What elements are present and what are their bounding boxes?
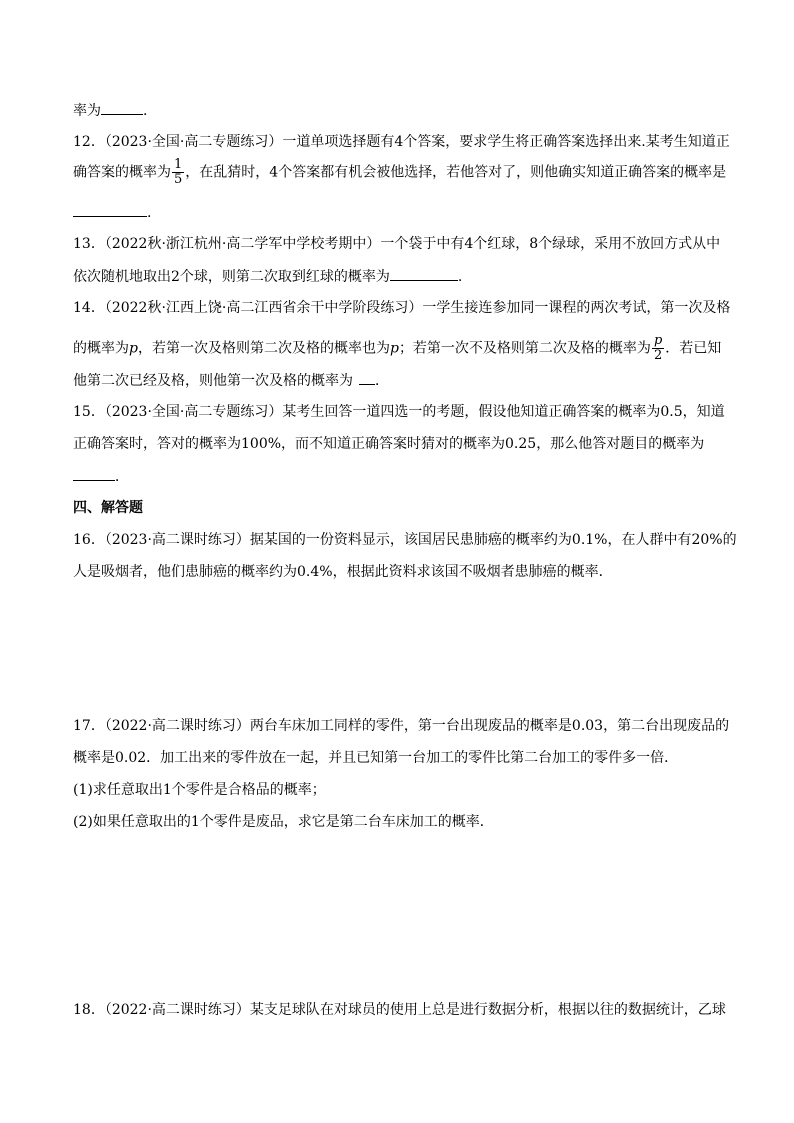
period: . — [143, 103, 148, 119]
period: . — [457, 269, 463, 285]
question-text: 依次随机地取出2个球，则第二次取到红球的概率为 — [73, 269, 390, 285]
question-16-line-1 — [73, 530, 737, 550]
period: ． — [375, 373, 389, 389]
question-text: 正确答案时，答对的概率为100%，而不知道正确答案时猜对的概率为0.25，那么他答对题目的概率为 — [73, 436, 705, 452]
question-14-line-1 — [73, 298, 733, 318]
subquestion-text: (2)如果任意取出的1个零件是废品，求它是第二台车床加工的概率． — [73, 814, 494, 830]
question-15-line-1 — [73, 402, 733, 422]
fraction-numerator: p — [653, 333, 663, 348]
question-text: ；若第一次不及格则第二次及格的概率为 — [398, 340, 651, 357]
continuation-text: 率为 — [73, 103, 101, 119]
question-14-line-3 — [73, 370, 733, 391]
question-13-line-2 — [73, 266, 733, 287]
answer-blank — [390, 266, 458, 281]
question-source: （2022·高二课时练习） — [104, 1002, 250, 1018]
fraction-denominator: 2 — [653, 348, 663, 363]
question-17-line-2 — [73, 748, 733, 768]
variable-p: p — [389, 340, 399, 357]
question-text: 两台车床加工同样的零件，第一台出现废品的概率是0.03，第二台出现废品的 — [249, 718, 730, 734]
question-12-line-2 — [73, 158, 733, 187]
question-text: ，在乱猜时，4个答案都有机会被他选择，若他答对了，则他确实知道正确答案的概率是 — [185, 164, 727, 181]
answer-blank — [73, 466, 115, 481]
answer-blank — [101, 100, 143, 115]
period: ． — [115, 469, 129, 485]
question-17-line-1 — [73, 716, 733, 736]
question-14-line-2 — [73, 334, 733, 363]
question-number: 12． — [73, 134, 105, 150]
question-text: ．若已知 — [665, 340, 722, 357]
question-source: （2023·高二课时练习） — [104, 532, 250, 548]
question-text: 的概率为 — [73, 340, 129, 357]
continuation-line — [73, 100, 733, 121]
fraction-denominator: 5 — [174, 172, 183, 187]
question-text: 据某国的一份资料显示，该国居民患肺癌的概率约为0.1%，在人群中有20%的 — [249, 532, 737, 548]
answer-blank — [73, 202, 147, 217]
question-text: ，若第一次及格则第二次及格的概率也为 — [137, 340, 390, 357]
question-text: 某考生回答一道四选一的考题，假设他知道正确答案的概率为0.5，知道 — [282, 404, 725, 420]
answer-blank — [359, 370, 375, 385]
fraction-numerator: 1 — [174, 157, 183, 172]
question-number: 17． — [73, 718, 105, 734]
question-13-line-1 — [73, 234, 733, 254]
fraction — [172, 158, 184, 187]
question-text: 一学生接连参加同一课程的两次考试，第一次及格 — [422, 300, 731, 316]
question-text: 一道单项选择题有4个答案，要求学生将正确答案选择出来.某考生知道正 — [282, 134, 730, 150]
question-text: 他第二次已经及格，则他第一次及格的概率为 — [73, 373, 353, 389]
variable-p: p — [129, 340, 138, 357]
question-12-line-3 — [73, 202, 733, 223]
question-17-subquestion-2 — [73, 812, 733, 832]
question-12-line-1 — [73, 132, 733, 152]
question-text: 一个袋于中有4个红球，8个绿球，采用不放回方式从中 — [380, 236, 721, 252]
question-source: （2023·全国·高二专题练习） — [104, 134, 283, 150]
question-source: （2022秋·江西上饶·高二江西省余干中学阶段练习） — [104, 300, 423, 316]
fraction — [652, 334, 664, 363]
subquestion-text: (1)求任意取出1个零件是合格品的概率； — [73, 782, 326, 798]
question-18-line-1 — [73, 1000, 733, 1020]
question-15-line-2 — [73, 434, 733, 454]
question-source: （2022·高二课时练习） — [104, 718, 250, 734]
question-number: 18． — [73, 1002, 105, 1018]
question-number: 15． — [73, 404, 105, 420]
question-source: （2023·全国·高二专题练习） — [104, 404, 283, 420]
section-title: 四、解答题 — [73, 500, 143, 516]
question-17-subquestion-1 — [73, 780, 733, 800]
question-16-line-2 — [73, 562, 733, 582]
question-text: 概率是0.02．加工出来的零件放在一起，并且已知第一台加工的零件比第二台加工的零件多一倍． — [73, 750, 679, 766]
period: . — [147, 205, 152, 221]
question-number: 13． — [73, 236, 105, 252]
question-number: 14． — [73, 300, 105, 316]
question-text: 某支足球队在对球员的使用上总是进行数据分析，根据以往的数据统计，乙球 — [249, 1002, 726, 1018]
question-15-line-3 — [73, 466, 733, 487]
question-text: 确答案的概率为 — [73, 164, 171, 181]
question-number: 16． — [73, 532, 105, 548]
question-text: 人是吸烟者，他们患肺癌的概率约为0.4%，根据此资料求该国不吸烟者患肺癌的概率． — [73, 564, 613, 580]
question-source: （2022秋·浙江杭州·高二学军中学校考期中） — [104, 236, 381, 252]
